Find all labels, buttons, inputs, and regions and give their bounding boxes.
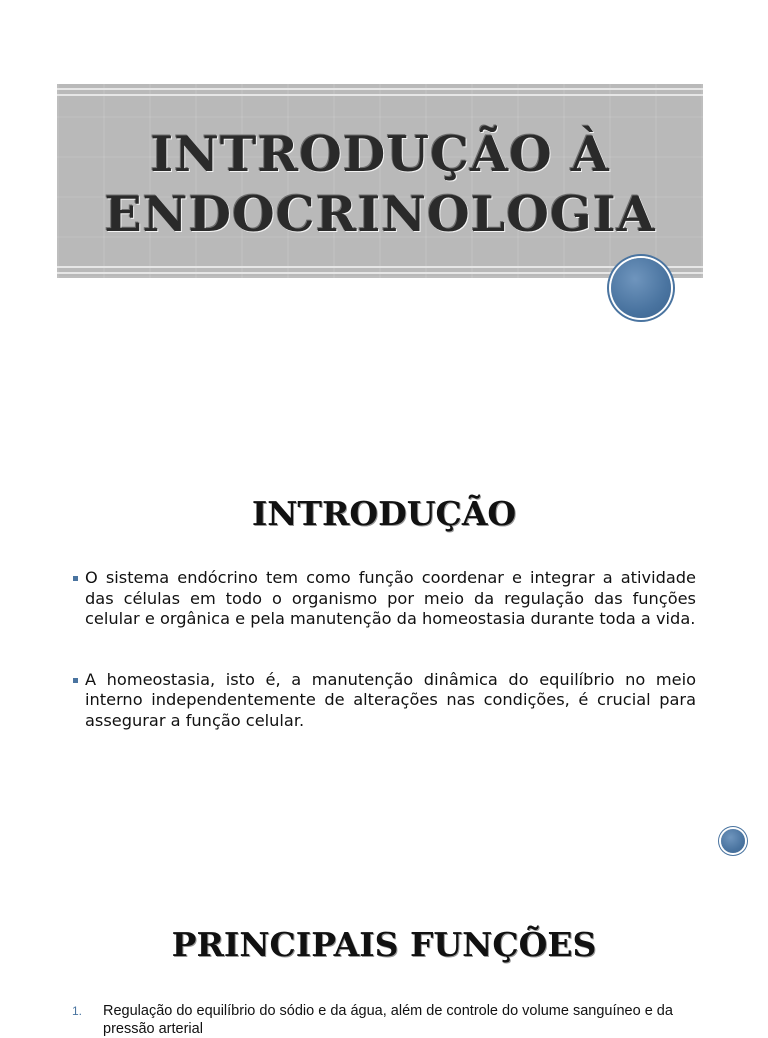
item-number: 1. <box>72 1004 83 1018</box>
blue-circle-icon <box>721 829 745 853</box>
square-bullet-icon <box>73 678 78 683</box>
slide-title-line2: ENDOCRINOLOGIA <box>104 185 656 243</box>
blue-circle-icon <box>611 258 671 318</box>
bullet-text: A homeostasia, isto é, a manutenção dinâmica do equilíbrio no meio interno independentemente de alterações nas condições, é crucial para assegurar a função celular. <box>85 669 696 730</box>
list-item <box>72 568 696 630</box>
item-text: Regulação do equilíbrio do sódio e da água, além de controle do volume sanguíneo e da pressão arterial <box>103 1003 673 1037</box>
bullet-text: O sistema endócrino tem como função coordenar e integrar a atividade das células em todo o organismo por meio da regulação das funções celular e orgânica e pela manutenção da homeostasia durante toda a vida. <box>85 568 696 628</box>
slide-title-line1: INTRODUÇÃO À <box>150 125 610 183</box>
functions-list <box>72 1002 700 1038</box>
banner-stripe <box>57 94 703 96</box>
square-bullet-icon <box>73 576 78 581</box>
functions-heading: PRINCIPAIS FUNÇÕES <box>171 925 597 964</box>
title-banner <box>57 84 703 278</box>
banner-stripe <box>57 266 703 268</box>
banner-stripe <box>57 88 703 90</box>
slide-title <box>57 124 703 244</box>
intro-bullet-list <box>72 568 696 731</box>
intro-heading: INTRODUÇÃO <box>251 494 517 533</box>
list-item <box>72 670 696 732</box>
list-item <box>72 1002 700 1038</box>
banner-stripe <box>57 272 703 274</box>
